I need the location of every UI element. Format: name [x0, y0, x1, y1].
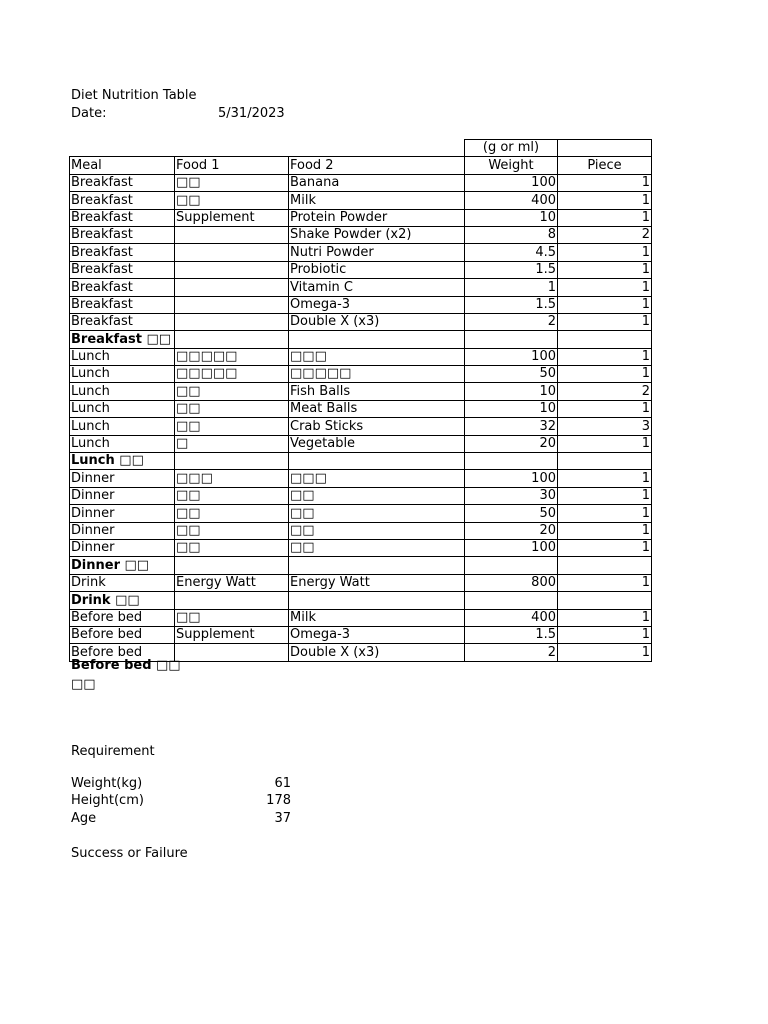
food1-cell: □: [175, 435, 289, 452]
piece-cell: 1: [558, 609, 652, 626]
result-label: Success or Failure: [71, 846, 188, 861]
empty-cell: [289, 557, 465, 574]
meal-total-label: Lunch □□: [70, 453, 175, 470]
food2-cell: □□: [289, 505, 465, 522]
table-row: [70, 348, 652, 365]
table-row: [70, 418, 652, 435]
empty-cell: [558, 557, 652, 574]
empty-cell: [558, 453, 652, 470]
table-row: [70, 470, 652, 487]
table-row: [70, 609, 652, 626]
piece-cell: 1: [558, 366, 652, 383]
table-row: [70, 626, 652, 643]
nutrition-table: [69, 139, 652, 662]
meal-cell: Lunch: [70, 435, 175, 452]
weight-cell: 8: [465, 226, 558, 243]
food2-cell: □□: [289, 522, 465, 539]
meal-cell: Dinner: [70, 470, 175, 487]
table-row: [70, 313, 652, 330]
table-row: [70, 539, 652, 556]
meal-total-label: Breakfast □□: [70, 331, 175, 348]
empty-cell: [465, 592, 558, 609]
meal-cell: Lunch: [70, 366, 175, 383]
piece-cell: 1: [558, 192, 652, 209]
weight-cell: 100: [465, 539, 558, 556]
meal-cell: Breakfast: [70, 209, 175, 226]
food2-cell: □□□: [289, 470, 465, 487]
food1-cell: [175, 279, 289, 296]
height-label: Height(cm): [71, 793, 144, 808]
food2-cell: □□: [289, 487, 465, 504]
food1-cell: Supplement: [175, 209, 289, 226]
table-row: [70, 174, 652, 191]
food1-cell: □□□□□: [175, 366, 289, 383]
weight-cell: 400: [465, 609, 558, 626]
weight-cell: 32: [465, 418, 558, 435]
weight-value: 61: [274, 776, 291, 791]
empty-cell: [465, 557, 558, 574]
meal-total-label: Dinner □□: [70, 557, 175, 574]
piece-cell: 1: [558, 209, 652, 226]
piece-cell: 2: [558, 383, 652, 400]
food1-cell: [175, 261, 289, 278]
weight-cell: 10: [465, 209, 558, 226]
food2-cell: Fish Balls: [289, 383, 465, 400]
meal-cell: Before bed: [70, 626, 175, 643]
piece-cell: 3: [558, 418, 652, 435]
weight-cell: 1: [465, 279, 558, 296]
before-bed-total-label: Before bed □□: [71, 658, 181, 673]
food2-cell: □□□□□: [289, 366, 465, 383]
meal-cell: Lunch: [70, 348, 175, 365]
empty-cell: [289, 453, 465, 470]
food1-cell: □□: [175, 192, 289, 209]
food1-cell: [175, 244, 289, 261]
food1-cell: [175, 296, 289, 313]
food2-cell: Crab Sticks: [289, 418, 465, 435]
piece-cell: 1: [558, 539, 652, 556]
empty-cell: [175, 331, 289, 348]
food1-cell: □□: [175, 174, 289, 191]
height-value: 178: [266, 793, 291, 808]
empty-cell: [465, 453, 558, 470]
food1-cell: □□□□□: [175, 348, 289, 365]
meal-total-row: [70, 331, 652, 348]
table-row: [70, 522, 652, 539]
piece-cell: 1: [558, 522, 652, 539]
date-label: Date:: [71, 106, 107, 121]
food2-cell: Protein Powder: [289, 209, 465, 226]
piece-cell: 1: [558, 279, 652, 296]
weight-cell: 100: [465, 348, 558, 365]
food1-cell: □□: [175, 418, 289, 435]
header-row: [70, 157, 652, 174]
weight-cell: 100: [465, 174, 558, 191]
food2-cell: Shake Powder (x2): [289, 226, 465, 243]
empty-cell: [558, 592, 652, 609]
piece-cell: 1: [558, 174, 652, 191]
weight-header: Weight: [465, 157, 558, 174]
empty-cell: [175, 453, 289, 470]
weight-cell: 20: [465, 435, 558, 452]
food1-cell: [175, 644, 289, 661]
table-row: [70, 505, 652, 522]
food2-cell: Omega-3: [289, 626, 465, 643]
weight-cell: 30: [465, 487, 558, 504]
piece-cell: 1: [558, 574, 652, 591]
meal-cell: Breakfast: [70, 244, 175, 261]
food2-cell: Banana: [289, 174, 465, 191]
piece-cell: 1: [558, 400, 652, 417]
meal-total-label: Drink □□: [70, 592, 175, 609]
food2-cell: □□: [289, 539, 465, 556]
weight-cell: 50: [465, 366, 558, 383]
meal-cell: Before bed: [70, 609, 175, 626]
meal-cell: Lunch: [70, 418, 175, 435]
meal-cell: Breakfast: [70, 296, 175, 313]
weight-cell: 20: [465, 522, 558, 539]
food2-cell: Vegetable: [289, 435, 465, 452]
table-row: [70, 261, 652, 278]
date-value: 5/31/2023: [218, 106, 285, 121]
unit-row: [70, 140, 652, 157]
page-title: Diet Nutrition Table: [71, 88, 197, 103]
food2-cell: Omega-3: [289, 296, 465, 313]
food1-cell: □□: [175, 505, 289, 522]
food2-cell: □□□: [289, 348, 465, 365]
table-row: [70, 296, 652, 313]
meal-cell: Breakfast: [70, 279, 175, 296]
piece-cell: 1: [558, 487, 652, 504]
food2-cell: Double X (x3): [289, 313, 465, 330]
weight-cell: 10: [465, 400, 558, 417]
food1-cell: □□: [175, 383, 289, 400]
table-row: [70, 366, 652, 383]
table-row: [70, 226, 652, 243]
piece-cell: 2: [558, 226, 652, 243]
age-value: 37: [274, 811, 291, 826]
meal-cell: Dinner: [70, 522, 175, 539]
meal-cell: Breakfast: [70, 192, 175, 209]
unit-header: (g or ml): [465, 140, 558, 157]
food1-cell: Energy Watt: [175, 574, 289, 591]
empty-cell: [175, 592, 289, 609]
meal-cell: Breakfast: [70, 313, 175, 330]
food1-cell: □□□: [175, 470, 289, 487]
food2-cell: Milk: [289, 609, 465, 626]
table-row: [70, 400, 652, 417]
weight-cell: 2: [465, 644, 558, 661]
weight-cell: 800: [465, 574, 558, 591]
table-row: [70, 574, 652, 591]
weight-cell: 1.5: [465, 296, 558, 313]
piece-cell: 1: [558, 296, 652, 313]
weight-label: Weight(kg): [71, 776, 143, 791]
weight-cell: 100: [465, 470, 558, 487]
grand-total-label: □□: [71, 677, 96, 692]
food1-cell: □□: [175, 487, 289, 504]
piece-cell: 1: [558, 313, 652, 330]
meal-cell: Breakfast: [70, 261, 175, 278]
food2-cell: Double X (x3): [289, 644, 465, 661]
meal-cell: Dinner: [70, 505, 175, 522]
food1-cell: □□: [175, 400, 289, 417]
meal-total-row: [70, 453, 652, 470]
empty-cell: [558, 331, 652, 348]
meal-cell: Breakfast: [70, 174, 175, 191]
food2-cell: Meat Balls: [289, 400, 465, 417]
food1-header: Food 1: [175, 157, 289, 174]
empty-cell: [175, 557, 289, 574]
food1-cell: Supplement: [175, 626, 289, 643]
weight-cell: 10: [465, 383, 558, 400]
piece-header: Piece: [558, 157, 652, 174]
food1-cell: □□: [175, 609, 289, 626]
table-row: [70, 435, 652, 452]
food2-cell: Nutri Powder: [289, 244, 465, 261]
meal-cell: Lunch: [70, 400, 175, 417]
table-row: [70, 279, 652, 296]
food1-cell: [175, 226, 289, 243]
piece-cell: 1: [558, 435, 652, 452]
requirement-heading: Requirement: [71, 744, 155, 759]
meal-cell: Drink: [70, 574, 175, 591]
table-row: [70, 383, 652, 400]
meal-total-row: [70, 592, 652, 609]
meal-header: Meal: [70, 157, 175, 174]
empty-cell: [289, 331, 465, 348]
food2-cell: Vitamin C: [289, 279, 465, 296]
piece-cell: 1: [558, 626, 652, 643]
food2-cell: Milk: [289, 192, 465, 209]
table-row: [70, 209, 652, 226]
weight-cell: 1.5: [465, 261, 558, 278]
meal-cell: Dinner: [70, 487, 175, 504]
food1-cell: [175, 313, 289, 330]
meal-total-row: [70, 557, 652, 574]
food2-cell: Probiotic: [289, 261, 465, 278]
age-label: Age: [71, 811, 97, 826]
piece-cell: 1: [558, 348, 652, 365]
empty-cell: [289, 592, 465, 609]
food1-cell: □□: [175, 539, 289, 556]
table-row: [70, 192, 652, 209]
weight-cell: 4.5: [465, 244, 558, 261]
meal-cell: Lunch: [70, 383, 175, 400]
piece-cell: 1: [558, 244, 652, 261]
weight-cell: 400: [465, 192, 558, 209]
food2-header: Food 2: [289, 157, 465, 174]
table-row: [70, 244, 652, 261]
piece-cell: 1: [558, 470, 652, 487]
empty-cell: [465, 331, 558, 348]
table-row: [70, 487, 652, 504]
weight-cell: 50: [465, 505, 558, 522]
meal-cell: Before bed: [70, 644, 175, 661]
weight-cell: 2: [465, 313, 558, 330]
piece-cell: 1: [558, 261, 652, 278]
meal-cell: Dinner: [70, 539, 175, 556]
weight-cell: 1.5: [465, 626, 558, 643]
meal-cell: Breakfast: [70, 226, 175, 243]
piece-cell: 1: [558, 644, 652, 661]
piece-cell: 1: [558, 505, 652, 522]
food2-cell: Energy Watt: [289, 574, 465, 591]
food1-cell: □□: [175, 522, 289, 539]
